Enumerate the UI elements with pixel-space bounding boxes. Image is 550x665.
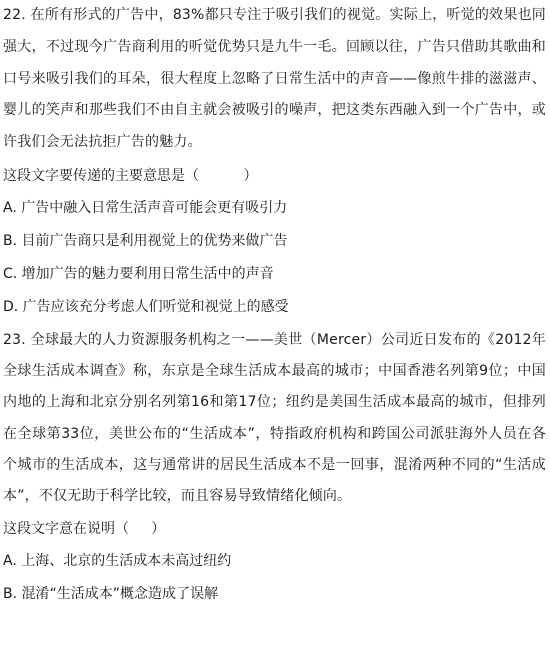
question-stem: 23. 全球最大的人力资源服务机构之一——美世（Mercer）公司近日发布的《2012年全球生活成本调查》称，东京是全球生活成本最高的城市；中国香港名列第9位；中国内地的上海和北京分别名列第16和第17位；纽约是美国生活成本最高的城市，但排列在全球第33位，美世公布的“生活成本”，特指政府机构和跨国公司派驻海外人员在各个城市的生活成本，这与通常讲的居民生活成本不是一回事，混淆两种不同的“生活成本”，不仅无助于科学比较，而且容易导致情绪化倾向。 bbox=[3, 331, 546, 504]
option-a: A. 上海、北京的生活成本未高过纽约 bbox=[3, 553, 232, 570]
option-b: B. 混淆“生活成本”概念造成了误解 bbox=[3, 586, 219, 603]
option-a: A. 广告中融入日常生活声音可能会更有吸引力 bbox=[3, 199, 288, 216]
option-d: D. 广告应该充分考虑人们听觉和视觉上的感受 bbox=[3, 298, 289, 315]
question-prompt: 这段文字意在说明（ ） bbox=[3, 521, 166, 538]
question-prompt: 这段文字要传递的主要意思是（ ） bbox=[3, 167, 258, 184]
option-b: B. 目前广告商只是利用视觉上的优势来做广告 bbox=[3, 232, 288, 249]
question-22 bbox=[0, 0, 550, 322]
question-23 bbox=[0, 325, 550, 609]
question-stem: 22. 在所有形式的广告中，83%都只专注于吸引我们的视觉。实际上，听觉的效果也同强大，不过现今广告商利用的听觉优势只是九牛一毛。回顾以往，广告只借助其歌曲和口号来吸引我们的耳朵，很大程度上忽略了日常生活中的声音——像煎牛排的滋滋声、婴儿的笑声和那些我们不由自主就会被吸引的噪声，把这类东西融入到一个广告中，或许我们会无法抗拒广告的魅力。 bbox=[3, 7, 546, 151]
option-c: C. 增加广告的魅力要利用日常生活中的声音 bbox=[3, 265, 274, 282]
